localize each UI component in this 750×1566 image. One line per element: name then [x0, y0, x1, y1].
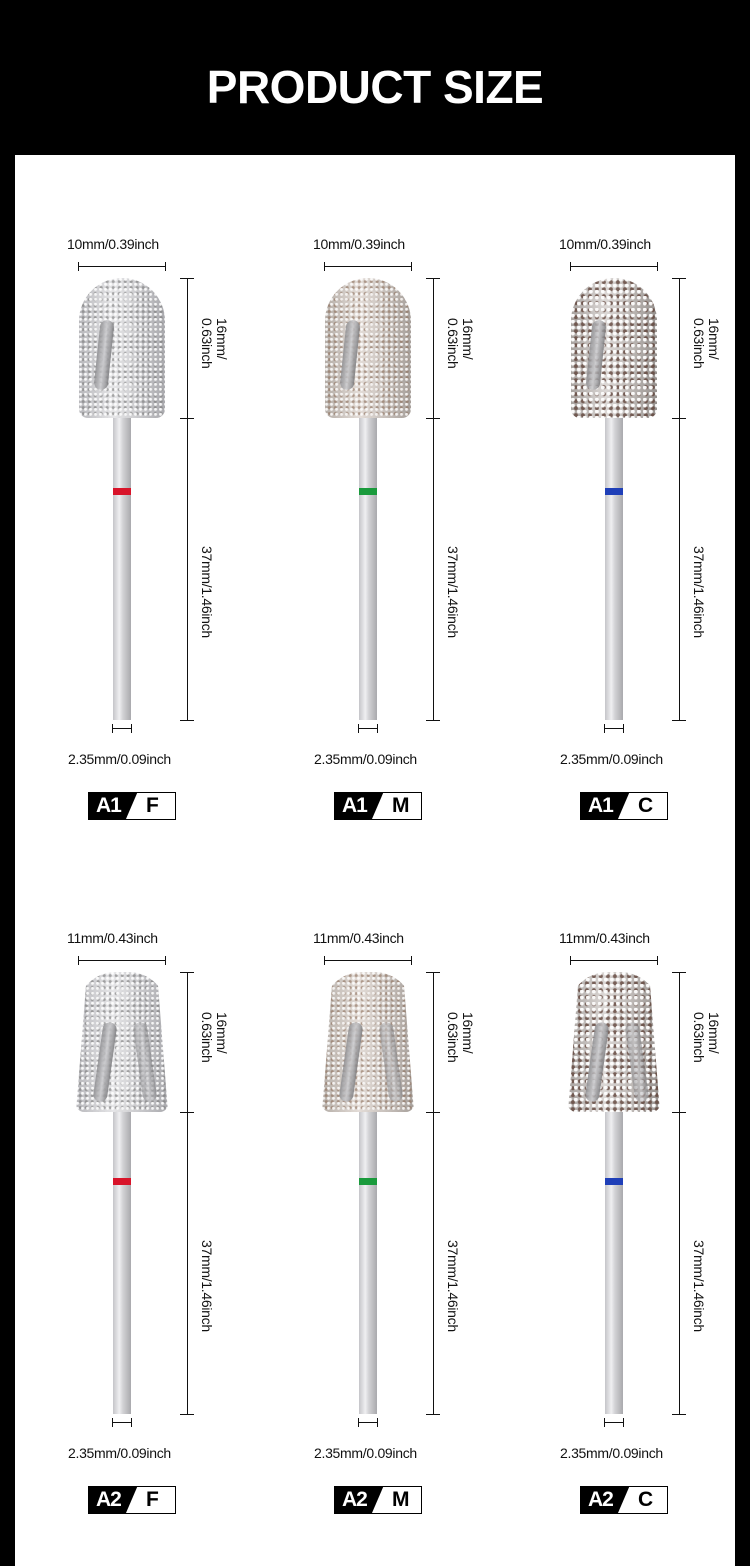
head-width-dimension-line [570, 266, 658, 267]
bit-head-slot [379, 1021, 404, 1102]
shank-diameter-label: 2.35mm/0.09inch [560, 1445, 663, 1461]
dimension-tick [672, 1112, 686, 1113]
grit-color-band [359, 488, 377, 495]
product-card-a1-m [246, 0, 492, 817]
model-badge [88, 1486, 176, 1514]
model-code: A2 [96, 1488, 121, 1511]
product-card-a2-m [246, 694, 492, 1511]
model-badge [334, 1486, 422, 1514]
head-length-label: 16mm/ 0.63inch [691, 1012, 722, 1063]
bit-head-slot [339, 1021, 364, 1102]
length-dimension-line [679, 972, 680, 1414]
dimension-tick [672, 418, 686, 419]
dimension-tick [180, 418, 194, 419]
bit-head-slot [585, 319, 606, 390]
head-width-label: 10mm/0.39inch [559, 236, 651, 252]
head-length-label: 16mm/ 0.63inch [199, 1012, 230, 1063]
shank-diameter-label: 2.35mm/0.09inch [314, 751, 417, 767]
bit-shank [359, 418, 377, 720]
head-width-label: 11mm/0.43inch [559, 930, 650, 946]
bit-shank [113, 1112, 131, 1414]
head-length-label: 16mm/ 0.63inch [199, 318, 230, 369]
head-length-label: 16mm/ 0.63inch [445, 1012, 476, 1063]
model-badge [580, 1486, 668, 1514]
grit-code: F [146, 794, 159, 817]
bit-head [322, 972, 414, 1112]
bit-head-slot [93, 319, 114, 390]
product-card-a1-c [492, 0, 738, 817]
bit-shank [359, 1112, 377, 1414]
shank-diameter-dimension-line [112, 1422, 132, 1423]
shank-diameter-label: 2.35mm/0.09inch [68, 751, 171, 767]
product-card-a2-c [492, 694, 738, 1511]
dimension-tick [180, 972, 194, 973]
dimension-tick [672, 1414, 686, 1415]
grit-code: M [392, 1488, 410, 1511]
bit-head-slot [585, 1021, 610, 1102]
dimension-tick [180, 1112, 194, 1113]
dimension-tick [426, 972, 440, 973]
shank-length-label: 37mm/1.46inch [691, 1240, 707, 1332]
head-width-label: 11mm/0.43inch [67, 930, 158, 946]
shank-diameter-label: 2.35mm/0.09inch [314, 1445, 417, 1461]
grit-color-band [113, 1178, 131, 1185]
head-width-dimension-line [570, 960, 658, 961]
bit-shank [113, 418, 131, 720]
length-dimension-line [679, 278, 680, 720]
head-width-dimension-line [324, 266, 412, 267]
product-card-a1-f [0, 0, 246, 817]
length-dimension-line [433, 278, 434, 720]
shank-length-label: 37mm/1.46inch [199, 546, 215, 638]
length-dimension-line [433, 972, 434, 1414]
dimension-tick [672, 278, 686, 279]
model-code: A1 [96, 794, 121, 817]
head-width-dimension-line [324, 960, 412, 961]
bit-head [79, 278, 165, 418]
dimension-tick [426, 278, 440, 279]
head-width-dimension-line [78, 960, 166, 961]
bit-head [76, 972, 168, 1112]
shank-length-label: 37mm/1.46inch [445, 1240, 461, 1332]
bit-head-slot [133, 1021, 158, 1102]
model-code: A2 [588, 1488, 613, 1511]
bit-shank [605, 1112, 623, 1414]
head-length-label: 16mm/ 0.63inch [691, 318, 722, 369]
model-code: A1 [588, 794, 613, 817]
model-code: A2 [342, 1488, 367, 1511]
model-code: A1 [342, 794, 367, 817]
bit-head-slot [625, 1021, 650, 1102]
head-length-label: 16mm/ 0.63inch [445, 318, 476, 369]
grit-code: M [392, 794, 410, 817]
head-width-dimension-line [78, 266, 166, 267]
shank-diameter-dimension-line [358, 1422, 378, 1423]
bit-head [568, 972, 660, 1112]
shank-length-label: 37mm/1.46inch [691, 546, 707, 638]
shank-diameter-label: 2.35mm/0.09inch [560, 751, 663, 767]
head-width-label: 10mm/0.39inch [313, 236, 405, 252]
bit-head [325, 278, 411, 418]
dimension-tick [426, 1414, 440, 1415]
shank-diameter-label: 2.35mm/0.09inch [68, 1445, 171, 1461]
head-width-label: 10mm/0.39inch [67, 236, 159, 252]
grit-code: C [638, 1488, 654, 1511]
shank-length-label: 37mm/1.46inch [445, 546, 461, 638]
bit-shank [605, 418, 623, 720]
bit-head-slot [339, 319, 360, 390]
dimension-tick [672, 972, 686, 973]
grit-code: F [146, 1488, 159, 1511]
page-title: PRODUCT SIZE [206, 61, 544, 113]
bit-head [571, 278, 657, 418]
length-dimension-line [187, 972, 188, 1414]
shank-length-label: 37mm/1.46inch [199, 1240, 215, 1332]
product-card-a2-f [0, 694, 246, 1511]
dimension-tick [180, 278, 194, 279]
bit-head-slot [93, 1021, 118, 1102]
dimension-tick [180, 1414, 194, 1415]
length-dimension-line [187, 278, 188, 720]
head-width-label: 11mm/0.43inch [313, 930, 404, 946]
grit-color-band [113, 488, 131, 495]
grit-color-band [605, 1178, 623, 1185]
grit-color-band [359, 1178, 377, 1185]
dimension-tick [426, 418, 440, 419]
dimension-tick [426, 1112, 440, 1113]
grit-code: C [638, 794, 654, 817]
grit-color-band [605, 488, 623, 495]
shank-diameter-dimension-line [604, 1422, 624, 1423]
